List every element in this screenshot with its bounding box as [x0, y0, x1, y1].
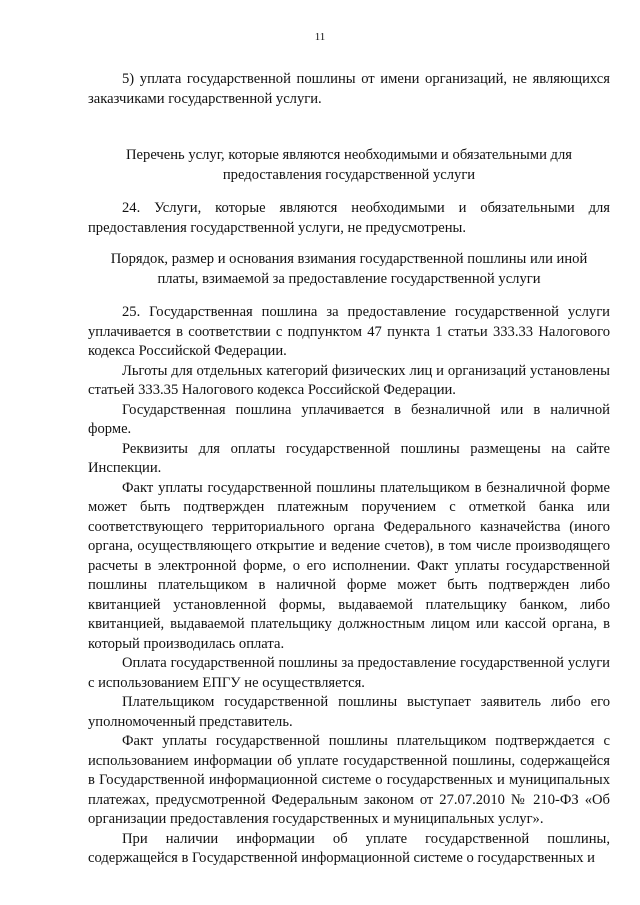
- paragraph-payer: Плательщиком государственной пошлины выступает заявитель либо его уполномоченный представитель.: [88, 694, 610, 730]
- section-heading-state-fee: Порядок, размер и основания взимания государственной пошлины или иной платы, взимаемой за предоставление государственной услуги: [110, 251, 588, 287]
- spacer: [88, 185, 610, 199]
- paragraph-payment-form: Государственная пошлина уплачивается в безналичной или в наличной форме.: [88, 401, 610, 437]
- spacer: [88, 289, 610, 303]
- document-body: [88, 70, 610, 869]
- paragraph-payment-info: При наличии информации об уплате государственной пошлины, содержащейся в Государственной информационной системе о государственных и: [88, 830, 610, 866]
- paragraph-gis-confirmation: Факт уплаты государственной пошлины плательщиком подтверждается с использованием информации об уплате государственной пошлины, содержащейся в Государственной информационной системе о государственных и муниципальных платежах, предусмотренной Федеральным законом от 27.07.2010 № 210-ФЗ «Об организации предоставления государственных и муниципальных услуг».: [88, 733, 610, 827]
- paragraph-benefits: Льготы для отдельных категорий физических лиц и организаций установлены статьей 333.35 Налогового кодекса Российской Федерации.: [88, 362, 610, 398]
- paragraph-payment-details: Реквизиты для оплаты государственной пошлины размещены на сайте Инспекции.: [88, 440, 610, 476]
- paragraph-payment-proof: Факт уплаты государственной пошлины плательщиком в безналичной форме может быть подтвержден платежным поручением с отметкой банка или соответствующего территориального органа Федерального казначейства (иного органа, осуществляющего открытие и ведение счетов), в том числе производящего расчеты в электронной форме, о его исполнении. Факт уплаты государственной пошлины плательщиком в наличной форме может быть подтвержден либо квитанцией установленной формы, выдаваемой плательщику банком, либо квитанцией, выдаваемой плательщику должностным лицом или кассой органа, в который производилась оплата.: [88, 479, 610, 652]
- paragraph-25: 25. Государственная пошлина за предоставление государственной услуги уплачивается в соответствии с подпунктом 47 пункта 1 статьи 333.33 Налогового кодекса Российской Федерации.: [88, 304, 610, 359]
- spacer: [88, 238, 610, 250]
- spacer: [88, 109, 610, 146]
- page-number: 11: [314, 31, 326, 43]
- paragraph-epgu: Оплата государственной пошлины за предоставление государственной услуги с использованием ЕПГУ не осуществляется.: [88, 655, 610, 691]
- section-heading-required-services: Перечень услуг, которые являются необходимыми и обязательными для предоставления государственной услуги: [126, 147, 572, 183]
- paragraph-item-5: 5) уплата государственной пошлины от имени организаций, не являющихся заказчиками государственной услуги.: [88, 71, 610, 107]
- paragraph-24: 24. Услуги, которые являются необходимыми и обязательными для предоставления государственной услуги, не предусмотрены.: [88, 200, 610, 236]
